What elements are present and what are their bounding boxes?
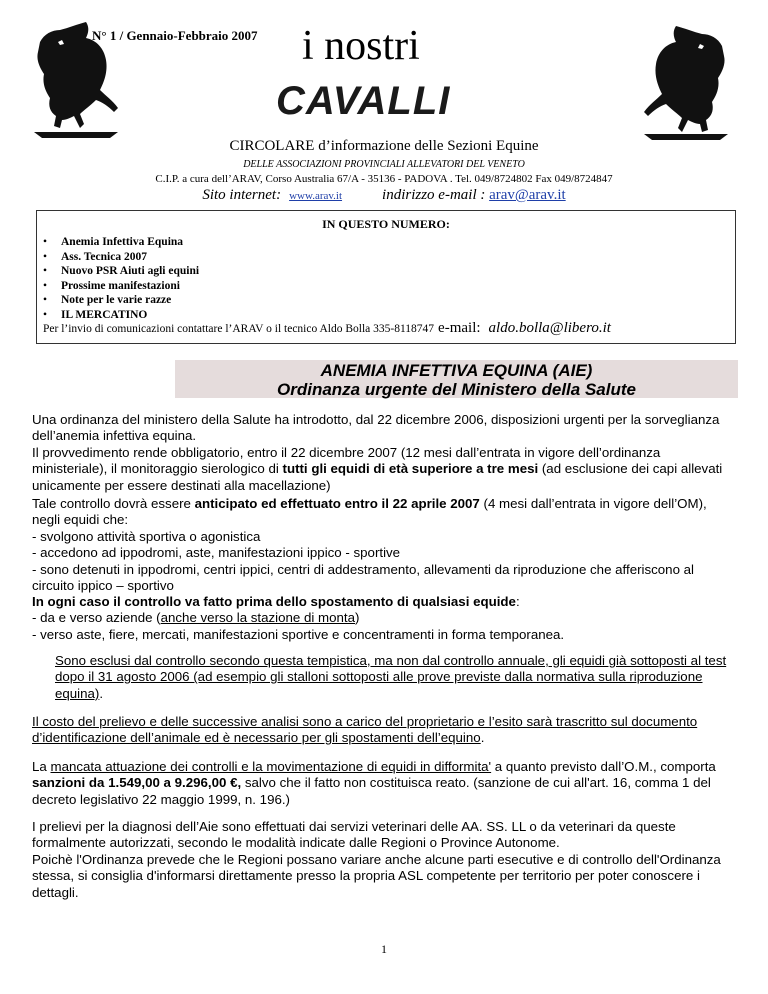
underlined-text: mancata attuazione dei controlli e la movimentazione di equidi in difformita' bbox=[50, 759, 492, 774]
text: Poichè l'Ordinanza prevede che le Regioni possano variare anche alcune parti esecutive e di controllo dell'Ordinanza stessa, si consiglia d'informarsi direttamente presso la propria ASL competente per territorio per poter conoscere i dettagli. bbox=[32, 851, 721, 900]
article-subtitle: Ordinanza urgente del Ministero della Salute bbox=[277, 380, 636, 399]
text: I prelievi per la diagnosi dell’Aie sono effettuati dai servizi veterinari delle AA. SS. LL o da veterinari da queste formalmente autorizzati, secondo le modalità indicate dalle Regioni o Province Autonome. bbox=[32, 819, 676, 851]
toc-list bbox=[43, 235, 199, 323]
text: ) bbox=[355, 610, 360, 626]
horse-logo-right bbox=[640, 24, 732, 148]
article-banner bbox=[175, 360, 738, 398]
paragraph-sanctions bbox=[32, 759, 738, 808]
page-number: 1 bbox=[381, 942, 387, 956]
toc-box bbox=[36, 210, 736, 344]
toc-contact bbox=[43, 320, 611, 337]
text: salvo che il fatto non costituisca reato. (sanzione de cui all'art. 16, comma 1 del decreto legislativo 22 maggio 1999, n. 196.) bbox=[32, 775, 711, 807]
toc-item: • IL MERCATINO bbox=[43, 308, 199, 323]
text: . bbox=[99, 685, 104, 701]
email-label: indirizzo e-mail : bbox=[382, 187, 486, 203]
underlined-text: Sono esclusi dal controllo secondo questa tempistica, ma non dal controllo annuale, gli equidi già sottoposti al test dopo il 31 agosto 2006 (ad esempio gli stalloni sottoposti alle prove previste dalla normativa sulla riproduzione equina) bbox=[55, 653, 727, 701]
list-item: - sono detenuti in ippodromi, centri ippici, centri di addestramento, allevamenti da riproduzione che afferiscono al circuito ippico – sportivo bbox=[32, 561, 695, 594]
text: Tale controllo dovrà essere bbox=[32, 496, 195, 511]
list-item: - svolgono attività sportiva o agonistica bbox=[32, 528, 261, 544]
toc-item: • Note per le varie razze bbox=[43, 293, 199, 308]
paragraph-movement bbox=[32, 594, 738, 643]
paragraph-intro bbox=[32, 412, 738, 494]
list-item: - accedono ad ippodromi, aste, manifestazioni ippico - sportive bbox=[32, 545, 401, 561]
text: Una ordinanza del ministero della Salute ha introdotto, dal 22 dicembre 2006, disposizioni urgenti per la sorveglianza dell’anemia infettiva equina. bbox=[32, 412, 720, 444]
organization-name: DELLE ASSOCIAZIONI PROVINCIALI ALLEVATORI DEL VENETO bbox=[243, 159, 525, 170]
text: (ad esclusione dei capi allevati unicamente per essere destinati alla macellazione) bbox=[32, 461, 723, 493]
toc-item: • Ass. Tecnica 2007 bbox=[43, 250, 199, 265]
contact-address: C.I.P. a cura dell’ARAV, Corso Australia 67/A - 35136 - PADOVA . Tel. 049/8724802 Fax 049/8724847 bbox=[155, 173, 613, 185]
text: - da e verso aziende ( bbox=[32, 610, 161, 626]
masthead-title-line1: i nostri bbox=[302, 23, 420, 69]
text: : bbox=[515, 594, 520, 609]
newsletter-subtitle: CIRCOLARE d’informazione delle Sezioni Equine bbox=[229, 138, 539, 154]
paragraph-sampling bbox=[32, 819, 738, 901]
underlined-text: anche verso la stazione di monta bbox=[160, 610, 356, 626]
article-title: ANEMIA INFETTIVA EQUINA (AIE) bbox=[320, 361, 593, 380]
paragraph-deadline bbox=[32, 496, 738, 594]
toc-title: IN QUESTO NUMERO: bbox=[322, 217, 450, 231]
email-link[interactable]: arav@arav.it bbox=[489, 187, 566, 203]
text: (4 mesi dall’entrata in vigore dell’OM), negli equidi che: bbox=[32, 496, 707, 528]
web-contacts bbox=[0, 187, 768, 204]
toc-item: • Anemia Infettiva Equina bbox=[43, 235, 199, 250]
toc-item: • Nuovo PSR Aiuti agli equini bbox=[43, 264, 199, 279]
contact-email-label: e-mail: bbox=[438, 320, 481, 336]
text: Il provvedimento rende obbligatorio, entro il 22 dicembre 2007 (12 mesi dall’entrata in vigore dell’ordinanza ministeriale), il monitoraggio sierologico di bbox=[32, 444, 661, 477]
site-label: Sito internet: bbox=[202, 187, 282, 203]
contact-email[interactable]: aldo.bolla@libero.it bbox=[488, 320, 611, 336]
text: - verso aste, fiere, mercati, manifestazioni sportive e concentramenti in forma temporanea. bbox=[32, 626, 565, 642]
bold-text: sanzioni da 1.549,00 a 9.296,00 €, bbox=[32, 775, 242, 791]
bold-text: anticipato ed effettuato entro il 22 aprile 2007 bbox=[194, 496, 480, 511]
bold-text: In ogni caso il controllo va fatto prima dello spostamento di qualsiasi equide bbox=[32, 594, 516, 609]
masthead-title-line2: CAVALLI bbox=[276, 79, 451, 123]
bold-text: tutti gli equidi di età superiore a tre mesi bbox=[282, 461, 539, 477]
issue-number: N° 1 / Gennaio-Febbraio 2007 bbox=[92, 28, 258, 43]
site-link[interactable]: www.arav.it bbox=[289, 190, 343, 202]
paragraph-costs bbox=[32, 714, 738, 747]
paragraph-exclusions bbox=[55, 653, 738, 702]
underlined-text: Il costo del prelievo e delle successive analisi sono a carico del proprietario e l’esito sarà trascritto sul documento d’identificazione dell’animale ed è necessario per gli spostamenti dell’equino bbox=[32, 714, 698, 746]
text: . bbox=[480, 730, 485, 746]
text: La bbox=[32, 759, 51, 774]
toc-item: • Prossime manifestazioni bbox=[43, 279, 199, 294]
contact-text: Per l’invio di comunicazioni contattare l’ARAV o il tecnico Aldo Bolla 335-8118747 bbox=[43, 323, 435, 335]
text: a quanto previsto dall’O.M., comporta bbox=[491, 759, 716, 774]
